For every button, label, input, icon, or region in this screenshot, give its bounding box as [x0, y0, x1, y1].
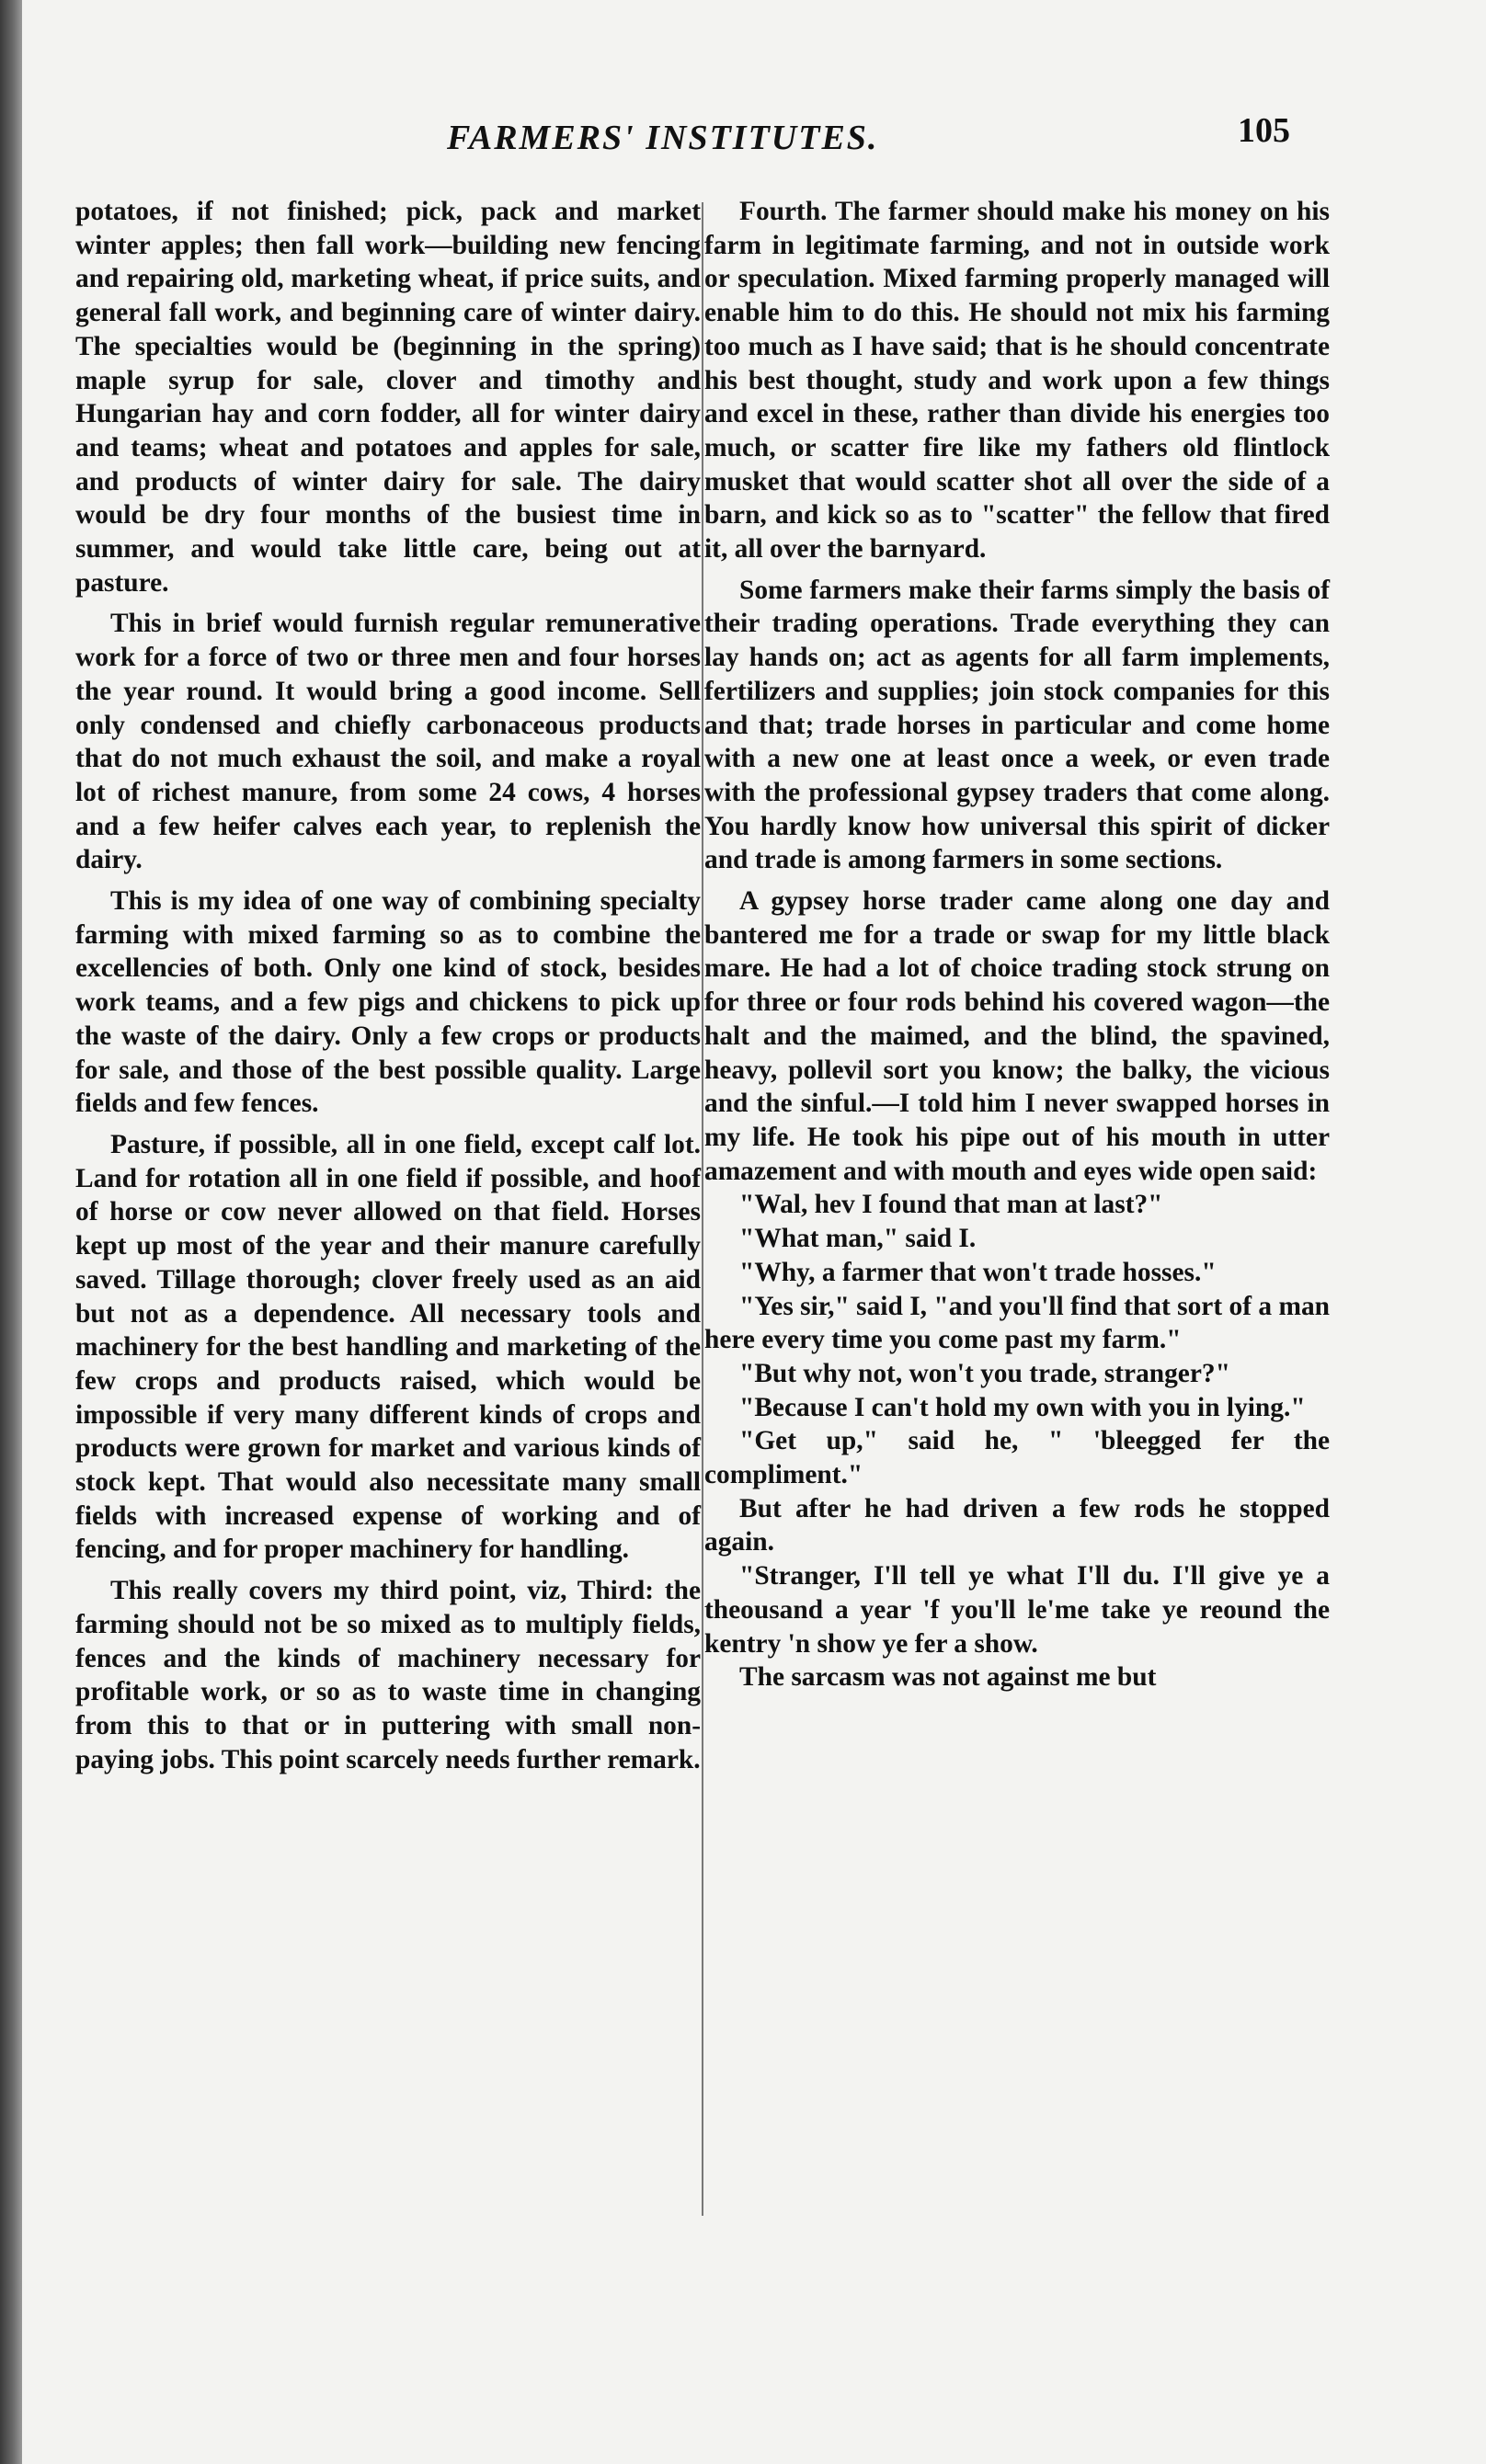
paragraph: A gypsey horse trader came along one day and bantered me for a trade or swap for my little black mare. He had a lot of choice trading stock strung on for three or four rods behind his covered wagon—the halt and the maimed, and the blind, the spavined, heavy, pollevil sort you know; the balky, the vicious and the sinful.—I told him I never swapped horses in my life. He took his pipe out of his mouth in utter amazement and with mouth and eyes wide open said:: [704, 886, 1330, 1186]
dialogue-line: But after he had driven a few rods he stopped again.: [704, 1493, 1330, 1557]
scan-binding-edge: [0, 0, 22, 2464]
right-column: [704, 195, 1330, 2273]
running-head: [22, 110, 1486, 165]
dialogue-line: The sarcasm was not against me but: [739, 1662, 1157, 1693]
paragraph: This really covers my third point, viz, Third: the farming should not be so mixed as to multiply fields, fences and the kinds of machinery necessary for profitable work, or so as to waste time in changing from this to that or in puttering with small non-paying jobs. This point scarcely needs further remark.: [75, 1576, 701, 1774]
dialogue-line: "But why not, won't you trade, stranger?": [739, 1358, 1230, 1388]
dialogue-line: "Why, a farmer that won't trade hosses.": [739, 1257, 1217, 1287]
paragraph: potatoes, if not finished; pick, pack and market winter apples; then fall work—building new fencing and repairing old, marketing wheat, if price suits, and general fall work, and beginning care of winter dairy. The specialties would be (beginning in the spring) maple syrup for sale, clover and timothy and Hungarian hay and corn fodder, all for winter dairy and teams; wheat and potatoes and apples for sale, and products of winter dairy for sale. The dairy would be dry four months of the busiest time in summer, and would take little care, being out at pasture.: [75, 197, 701, 598]
paragraph: Fourth. The farmer should make his money on his farm in legitimate farming, and not in outside work or speculation. Mixed farming properly managed will enable him to do this. He should not mix his farming too much as I have said; that is he should concentrate his best thought, study and work upon a few things and excel in these, rather than divide his energies too much, or scatter fire like my fathers old flintlock musket that would scatter shot all over the side of a barn, and kick so as to "scatter" the fellow that fired it, all over the barnyard.: [704, 197, 1330, 565]
dialogue-line: "Because I can't hold my own with you in lying.": [739, 1392, 1306, 1422]
column-rule: [702, 202, 703, 2216]
dialogue-line: "Wal, hev I found that man at last?": [739, 1190, 1163, 1220]
left-column: [75, 195, 701, 2273]
paragraph: This is my idea of one way of combining specialty farming with mixed farming so as to combine the excellencies of both. Only one kind of stock, besides work teams, and a few pigs and chickens to pick up the waste of the dairy. Only a few crops or products for sale, and those of the best possible quality. Large fields and few fences.: [75, 886, 701, 1119]
paragraph: Pasture, if possible, all in one field, except calf lot. Land for rotation all in one field if possible, and hoof of horse or cow never allowed on that field. Horses kept up most of the year and their manure carefully saved. Tillage thorough; clover freely used as an aid but not as a dependence. All necessary tools and machinery for the best handling and marketing of the few crops and products raised, which would be impossible if very many different kinds of crops and products were grown for market and various kinds of stock kept. That would also necessitate many small fields with increased expense of working and of fencing, and for proper machinery for handling.: [75, 1129, 701, 1565]
dialogue-line: "Stranger, I'll tell ye what I'll du. I'll give ye a theousand a year 'f you'll le'me take ye reound the kentry 'n show ye fer a show.: [704, 1561, 1330, 1659]
running-title: FARMERS' INSTITUTES.: [447, 119, 879, 157]
paragraph: This in brief would furnish regular remunerative work for a force of two or three men and four horses the year round. It would bring a good income. Sell only condensed and chiefly carbonaceous products that do not much exhaust the soil, and make a royal lot of richest manure, from some 24 cows, 4 horses and a few heifer calves each year, to replenish the dairy.: [75, 609, 701, 875]
paragraph: Some farmers make their farms simply the basis of their trading operations. Trade everything they can lay hands on; act as agents for all farm implements, fertilizers and supplies; join stock companies for this and that; trade horses in particular and come home with a new one at least once a week, or even trade with the professional gypsey traders that come along. You hardly know how universal this spirit of dicker and trade is among farmers in some sections.: [704, 575, 1330, 875]
dialogue-line: "Yes sir," said I, "and you'll find that sort of a man here every time you come past my farm.": [704, 1291, 1330, 1355]
page-number: 105: [1238, 111, 1290, 150]
dialogue-line: "Get up," said he, " 'bleegged fer the compliment.": [704, 1426, 1330, 1490]
book-page: [22, 0, 1486, 2464]
dialogue-line: "What man," said I.: [739, 1224, 977, 1254]
